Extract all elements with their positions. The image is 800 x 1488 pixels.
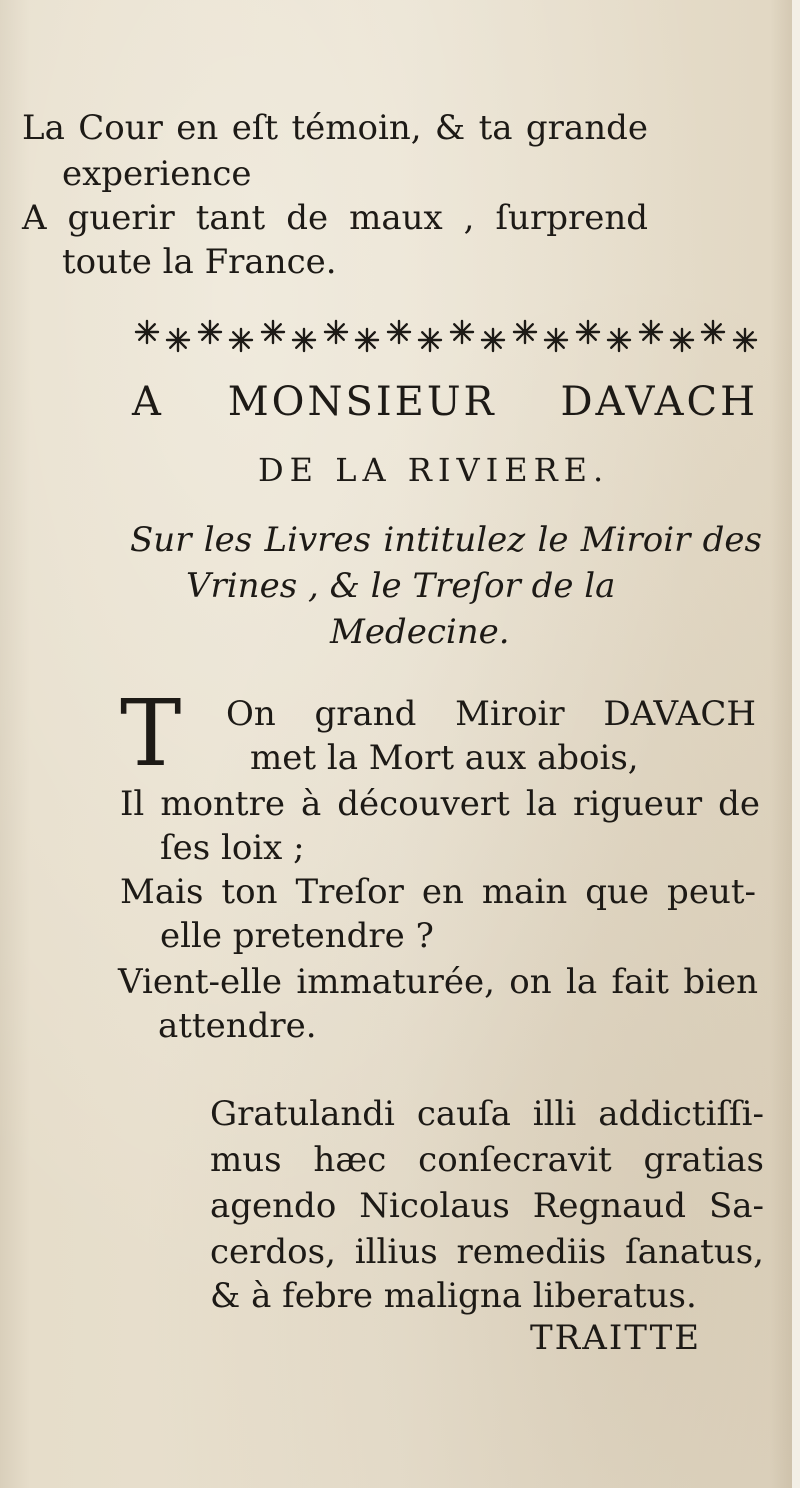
subtitle-line: Medecine. — [330, 612, 510, 652]
fleuron-icon — [604, 318, 634, 354]
poem-line: Il montre à découvert la rigueur de — [120, 784, 760, 824]
fleuron-icon — [163, 318, 193, 354]
latin-line: & à febre maligna liberatus. — [210, 1276, 697, 1316]
fleuron-icon — [510, 318, 540, 354]
fleuron-icon — [636, 318, 666, 354]
page-edge — [792, 0, 800, 1488]
poem-line: attendre. — [158, 1006, 317, 1046]
fleuron-icon — [258, 318, 288, 354]
fleuron-icon — [573, 318, 603, 354]
poem-line: Mais ton Treſor en main que peut- — [120, 872, 756, 912]
latin-line: mus hæc conſecravit gratias — [210, 1140, 764, 1180]
fleuron-icon — [289, 318, 319, 354]
subtitle-line: Vrines , & le Treſor de la — [186, 566, 616, 606]
drop-cap: T — [120, 680, 182, 787]
poem-line: elle pretendre ? — [160, 916, 434, 956]
fleuron-icon — [667, 318, 697, 354]
fleuron-icon — [384, 318, 414, 354]
verse-line: toute la France. — [62, 242, 337, 282]
fleuron-icon — [447, 318, 477, 354]
verse-line: experience — [62, 154, 252, 194]
fleuron-ornament-row — [132, 314, 760, 358]
fleuron-icon — [132, 318, 162, 354]
verse-line: La Cour en eſt témoin, & ta grande — [22, 108, 648, 148]
fleuron-icon — [478, 318, 508, 354]
poem-line: met la Mort aux abois, — [250, 738, 639, 778]
latin-line: agendo Nicolaus Regnaud Sa- — [210, 1186, 764, 1226]
fleuron-icon — [352, 318, 382, 354]
poem-line: On grand Miroir DAVACH — [226, 694, 756, 734]
fleuron-icon — [321, 318, 351, 354]
dedication-subheading: DE LA RIVIERE. — [258, 451, 610, 489]
catchword: TRAITTE — [530, 1318, 702, 1358]
fleuron-icon — [226, 318, 256, 354]
fleuron-icon — [730, 318, 760, 354]
fleuron-icon — [415, 318, 445, 354]
latin-line: cerdos, illius remediis ſanatus, — [210, 1232, 764, 1272]
poem-line: ſes loix ; — [160, 828, 305, 868]
fleuron-icon — [698, 318, 728, 354]
fleuron-icon — [541, 318, 571, 354]
subtitle-line: Sur les Livres intitulez le Miroir des — [130, 520, 762, 560]
verse-line: A guerir tant de maux , ſurprend — [22, 198, 648, 238]
latin-line: Gratulandi cauſa illi addictiſſi- — [210, 1094, 764, 1134]
dedication-heading: A MONSIEUR DAVACH — [132, 379, 758, 425]
poem-line: Vient-elle immaturée, on la fait bien — [118, 962, 758, 1002]
fleuron-icon — [195, 318, 225, 354]
